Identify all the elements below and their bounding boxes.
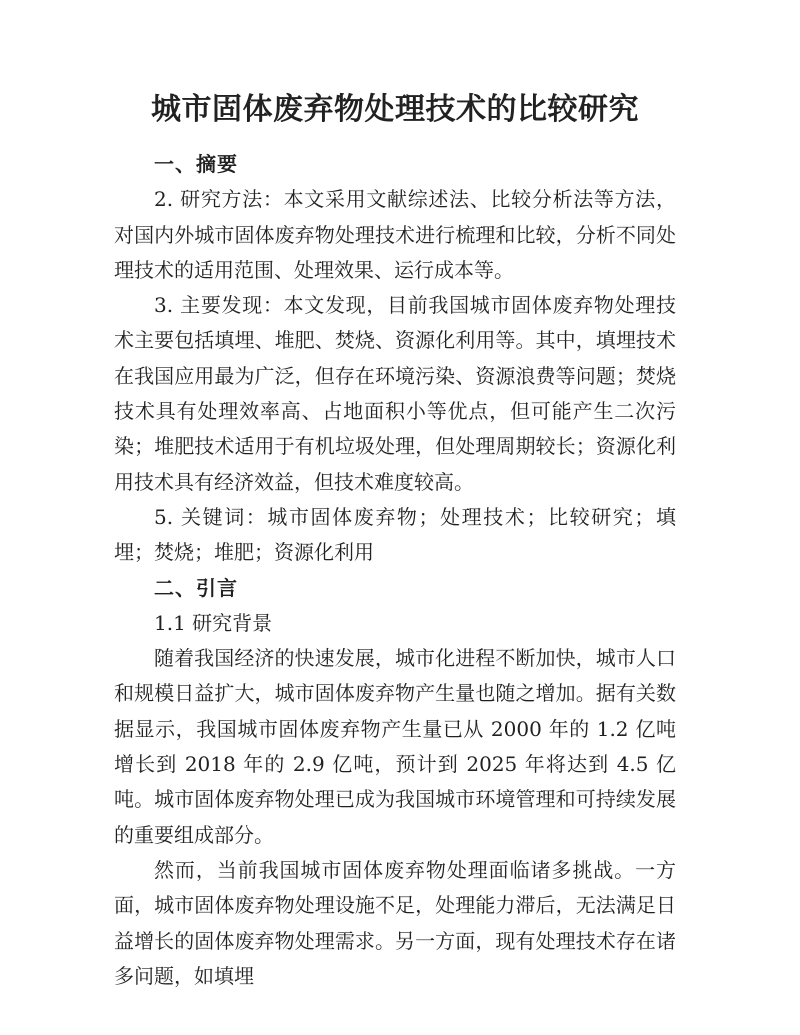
paragraph-background: 随着我国经济的快速发展，城市化进程不断加快，城市人口和规模日益扩大，城市固体废弃物产生量也随之增加。据有关数据显示，我国城市固体废弃物产生量已从 2000 年的 1.2 亿吨增长到 2018 年的 2.9 亿吨，预计到 2025 年将达到 4.5 亿吨。城市固体废弃物处理已成为我国城市环境管理和可持续发展的重要组成部分。 [114, 646, 676, 847]
document-body [114, 147, 676, 994]
document-title: 城市固体废弃物处理技术的比较研究 [151, 92, 639, 127]
paragraph-main-findings: 3. 主要发现：本文发现，目前我国城市固体废弃物处理技术主要包括填埋、堆肥、焚烧、资源化利用等。其中，填埋技术在我国应用最为广泛，但存在环境污染、资源浪费等问题；焚烧技术具有处理效率高、占地面积小等优点，但可能产生二次污染；堆肥技术适用于有机垃圾处理，但处理周期较长；资源化利用技术具有经济效益，但技术难度较高。 [114, 293, 676, 494]
subheading-research-background: 1.1 研究背景 [154, 610, 273, 635]
paragraph-research-methods: 2. 研究方法：本文采用文献综述法、比较分析法等方法，对国内外城市固体废弃物处理技术进行梳理和比较，分析不同处理技术的适用范围、处理效果、运行成本等。 [114, 187, 676, 282]
paragraph-challenges: 然而，当前我国城市固体废弃物处理面临诸多挑战。一方面，城市固体废弃物处理设施不足，处理能力滞后，无法满足日益增长的固体废弃物处理需求。另一方面，现有处理技术存在诸多问题，如填埋 [114, 857, 676, 988]
heading-introduction: 二、引言 [154, 575, 238, 600]
heading-abstract: 一、摘要 [154, 152, 238, 176]
paragraph-keywords: 5. 关键词：城市固体废弃物；处理技术；比较研究；填埋；焚烧；堆肥；资源化利用 [114, 504, 676, 565]
